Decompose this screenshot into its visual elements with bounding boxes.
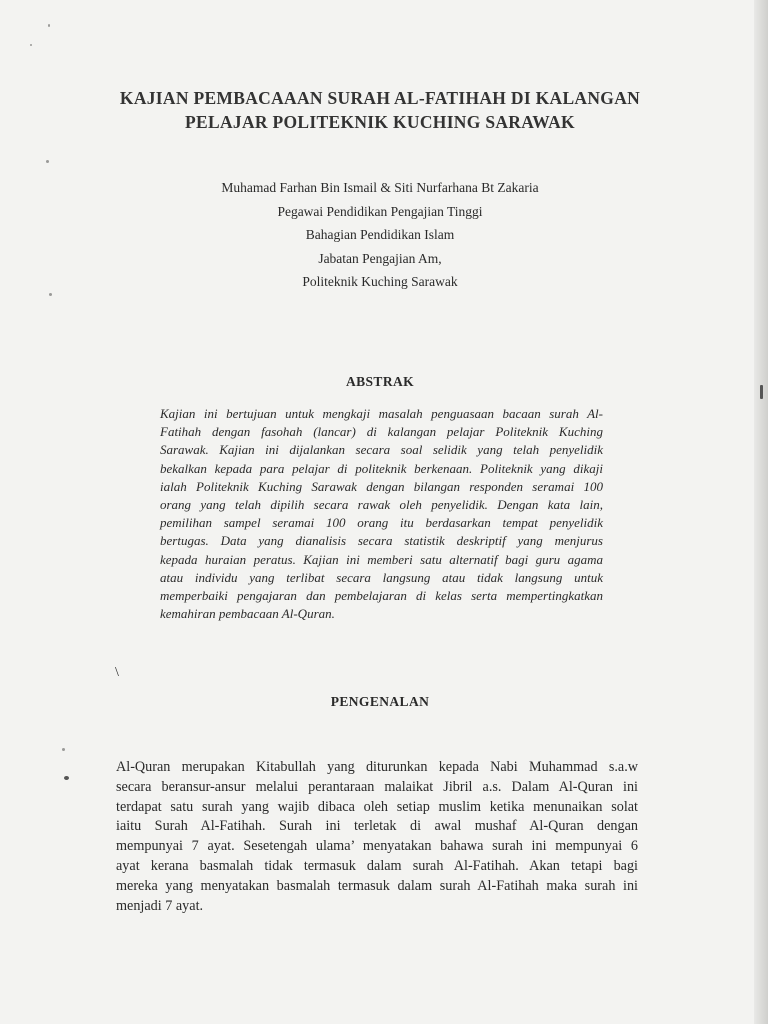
paper-title <box>80 86 680 134</box>
abstract-line: Fatihah dengan fasohah (lancar) di kalangan pelajar Politeknik Kuching <box>160 424 603 440</box>
author-position: Pegawai Pendidikan Pengajian Tinggi <box>277 203 483 219</box>
abstract-heading: ABSTRAK <box>345 374 415 389</box>
scan-speck <box>48 24 50 27</box>
scan-speck <box>46 160 49 163</box>
intro-heading: PENGENALAN <box>330 694 430 709</box>
author-department: Jabatan Pengajian Am, <box>318 250 442 266</box>
abstract-line: atau individu yang terlibat secara langsung atau tidak langsung untuk <box>160 569 603 585</box>
page-edge-shadow <box>754 0 768 1024</box>
intro-line: mereka yang menyatakan basmalah termasuk dalam surah Al-Fatihah maka surah ini <box>116 877 638 894</box>
intro-line: secara beransur-ansur melalui perantaraan malaikat Jibril a.s. Dalam Al-Quran ini <box>116 778 638 795</box>
author-institution: Politeknik Kuching Sarawak <box>302 274 458 290</box>
stray-mark: \ <box>115 665 119 680</box>
abstract-line: pemilihan sampel seramai 100 orang itu berdasarkan tempat penyelidik <box>160 515 603 531</box>
abstract-line: orang yang telah dipilih secara rawak oleh penyelidik. Dengan kata lain, <box>160 497 603 513</box>
author-names: Muhamad Farhan Bin Ismail & Siti Nurfarhana Bt Zakaria <box>221 180 539 195</box>
author-division: Bahagian Pendidikan Islam <box>305 227 455 243</box>
scan-speck <box>760 385 763 399</box>
abstract-line: bertugas. Data yang dianalisis secara statistik deskriptif yang menjurus <box>160 533 603 549</box>
abstract-line: bekalkan kepada para pelajar di politeknik berkenaan. Politeknik yang dikaji <box>160 460 603 476</box>
intro-line: mempunyai 7 ayat. Sesetengah ulama’ menyatakan bahawa surah ini mempunyai 6 <box>116 838 638 855</box>
title-line: KAJIAN PEMBACAAAN SURAH AL-FATIHAH DI KALANGAN <box>119 88 641 108</box>
abstract-line: Kajian ini bertujuan untuk mengkaji masalah penguasaan bacaan surah Al- <box>160 406 603 421</box>
abstract-line: memperbaiki pengajaran dan pembelajaran di kelas serta mempertingkatkan <box>160 588 603 604</box>
scan-speck <box>64 776 69 780</box>
title-line: PELAJAR POLITEKNIK KUCHING SARAWAK <box>185 112 575 132</box>
abstract-line: kepada huraian peratus. Kajian ini memberi satu alternatif bagi guru agama <box>160 551 603 567</box>
intro-line: ayat kerana basmalah tidak termasuk dalam surah Al-Fatihah. Akan tetapi bagi <box>116 857 638 874</box>
abstract-line: ialah Politeknik Kuching Sarawak dengan bilangan responden seramai 100 <box>160 478 603 494</box>
scan-speck <box>62 748 65 751</box>
intro-paragraph <box>116 758 638 916</box>
intro-line: terdapat satu surah yang wajib dibaca oleh setiap muslim ketika menunaikan solat <box>116 798 638 815</box>
scan-speck <box>49 293 52 296</box>
author-block <box>140 176 620 294</box>
intro-line: Al-Quran merupakan Kitabullah yang diturunkan kepada Nabi Muhammad s.a.w <box>116 759 638 775</box>
abstract-text <box>160 405 603 623</box>
abstract-line: Sarawak. Kajian ini dijalankan secara soal selidik yang telah penyelidik <box>160 442 603 458</box>
intro-line: iaitu Surah Al-Fatihah. Surah ini terletak di awal mushaf Al-Quran dengan <box>116 818 638 835</box>
scan-speck <box>30 44 32 46</box>
intro-line: menjadi 7 ayat. <box>116 897 204 914</box>
abstract-line: kemahiran pembacaan Al-Quran. <box>160 606 335 622</box>
